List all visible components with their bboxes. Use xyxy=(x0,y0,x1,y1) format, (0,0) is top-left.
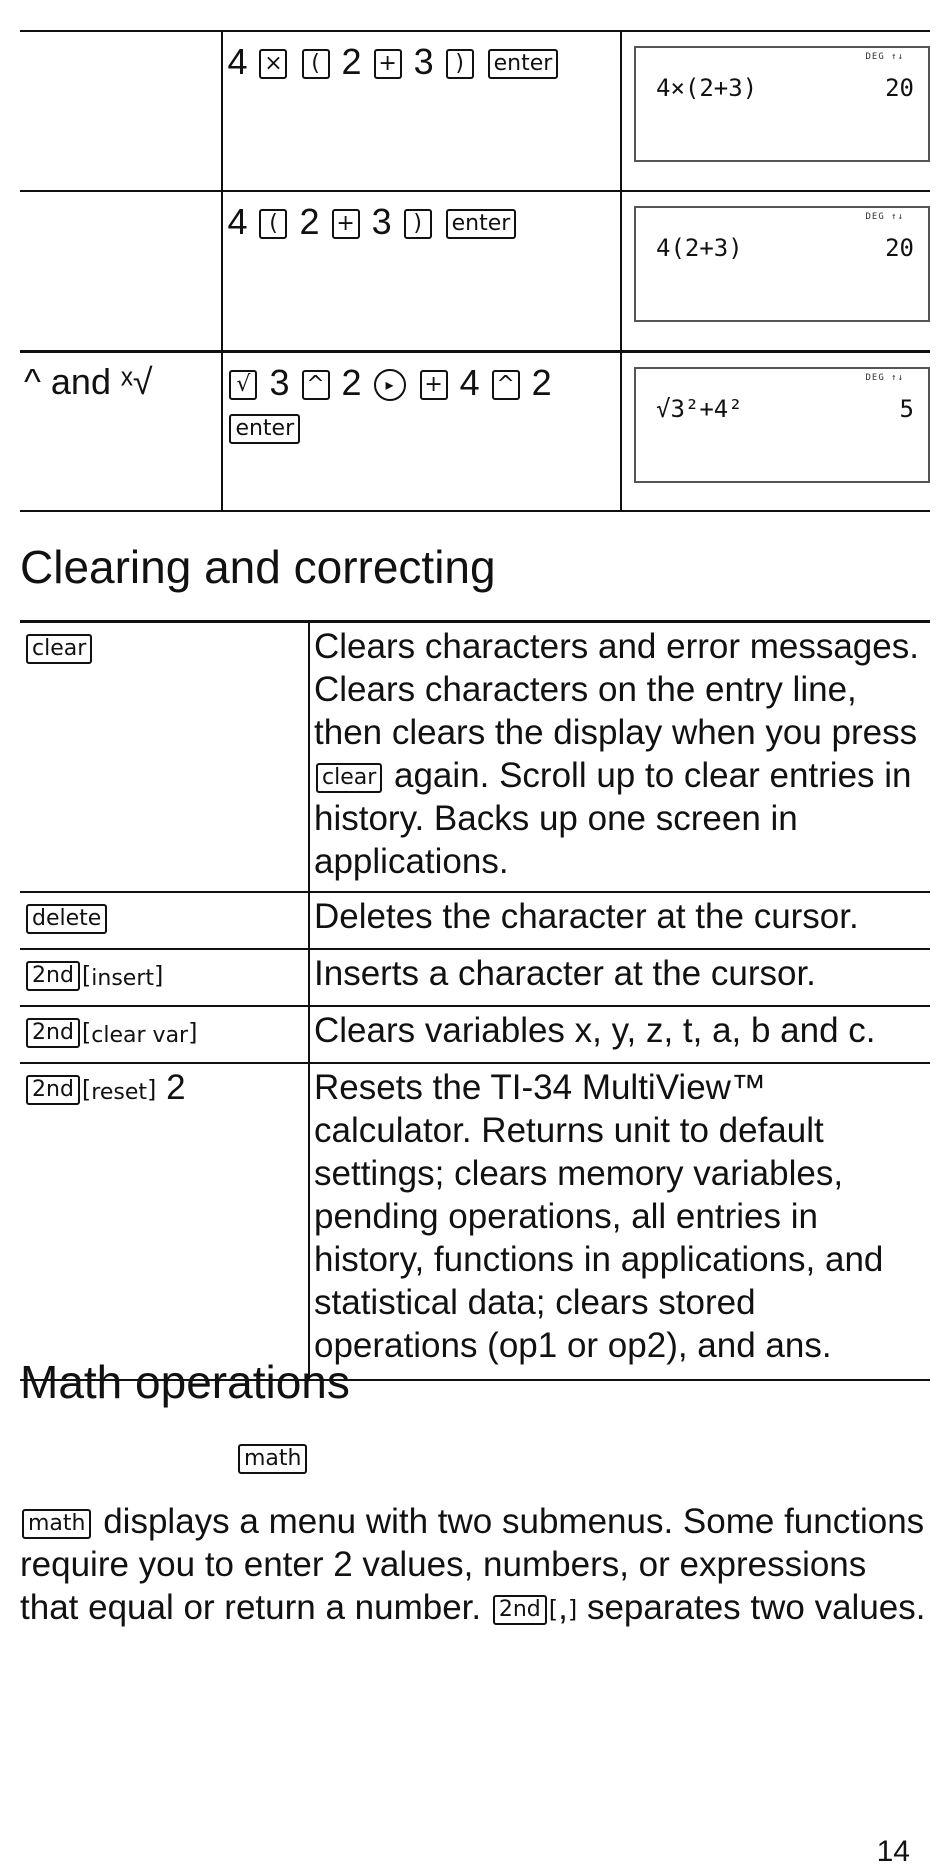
example-row xyxy=(20,31,930,191)
plus-key: + xyxy=(420,370,448,400)
table-row xyxy=(20,622,930,893)
page-number: 14 xyxy=(876,1835,910,1868)
key-sequence: 2nd [insert] xyxy=(20,949,309,1006)
example-label xyxy=(20,31,222,191)
description: Inserts a character at the cursor. xyxy=(309,949,930,1006)
key-sequence xyxy=(20,892,309,949)
screen-expression: √3²+4² xyxy=(656,394,743,423)
description: Resets the TI-34 MultiView™ calculator. Returns unit to default settings; clears memory variables, pending operations, all entries in history, functions in applications, and statistical data; clears stored operations (op1 or op2), and ans. xyxy=(309,1063,930,1380)
second-key: 2nd xyxy=(26,1075,80,1105)
key-sequence: 2nd [clear var] xyxy=(20,1006,309,1063)
table-row xyxy=(20,892,930,949)
section-title-math: Math operations xyxy=(20,1356,350,1408)
clearing-table xyxy=(20,620,930,1381)
description: Clears variables x, y, z, t, a, b and c. xyxy=(309,1006,930,1063)
key-sequence xyxy=(20,622,309,893)
enter-key: enter xyxy=(488,49,559,79)
clear-var-function: clear var xyxy=(91,1023,189,1048)
caret-key: ^ xyxy=(302,370,330,400)
clear-key: clear xyxy=(26,634,92,664)
plus-key: + xyxy=(332,209,360,239)
calculator-screen xyxy=(634,46,930,162)
math-description: math displays a menu with two submenus. Some functions require you to enter 2 values, numbers, or expressions that equal or return a number. 2nd [,] separates two values. xyxy=(20,1502,926,1627)
second-key: 2nd xyxy=(493,1595,547,1625)
table-row xyxy=(20,1063,930,1380)
example-row xyxy=(20,191,930,351)
examples-table xyxy=(20,30,930,512)
description: Deletes the character at the cursor. xyxy=(309,892,930,949)
comma-function: , xyxy=(558,1588,568,1627)
screen-indicators: DEG ↑↓ xyxy=(865,212,904,222)
calculator-screen xyxy=(634,206,930,322)
second-key: 2nd xyxy=(26,961,80,991)
section-title-clearing: Clearing and correcting xyxy=(20,541,496,593)
screen-result: 5 xyxy=(899,394,914,423)
open-paren-key: ( xyxy=(302,49,330,79)
example-keys: √ 3 ^ 2 ▸ + 4 ^ 2 enter xyxy=(222,351,621,511)
plus-key: + xyxy=(374,49,402,79)
example-keys: 4 ( 2 + 3 ) enter xyxy=(222,191,621,351)
right-arrow-key: ▸ xyxy=(374,369,406,401)
clear-key: clear xyxy=(316,763,382,793)
times-key: × xyxy=(259,49,287,79)
close-paren-key: ) xyxy=(404,209,432,239)
screen-indicators: DEG ↑↓ xyxy=(865,52,904,62)
square-root-key: √ xyxy=(229,370,257,400)
second-key: 2nd xyxy=(26,1018,80,1048)
screen-expression: 4(2+3) xyxy=(656,234,743,262)
open-paren-key: ( xyxy=(259,209,287,239)
screen-expression: 4×(2+3) xyxy=(656,74,758,102)
delete-key: delete xyxy=(26,904,107,934)
calculator-screen xyxy=(634,367,930,483)
math-key: math xyxy=(238,1444,307,1474)
insert-function: insert xyxy=(91,966,155,991)
table-row xyxy=(20,1006,930,1063)
example-label: ^ and ˣ√ xyxy=(20,351,222,511)
example-label xyxy=(20,191,222,351)
enter-key: enter xyxy=(446,209,517,239)
example-row xyxy=(20,351,930,511)
reset-function: reset xyxy=(91,1080,148,1105)
table-row xyxy=(20,949,930,1006)
key-sequence: 2nd [reset] 2 xyxy=(20,1063,309,1380)
screen-result: 20 xyxy=(885,74,914,102)
description: Clears characters and error messages. Clears characters on the entry line, then clears the display when you press clear again. Scroll up to clear entries in history. Backs up one screen in applications. xyxy=(309,622,930,893)
close-paren-key: ) xyxy=(446,49,474,79)
screen-result: 20 xyxy=(885,234,914,262)
enter-key: enter xyxy=(229,414,300,444)
math-key: math xyxy=(22,1509,91,1539)
caret-key: ^ xyxy=(492,370,520,400)
example-keys: 4 × ( 2 + 3 ) enter xyxy=(222,31,621,191)
screen-indicators: DEG ↑↓ xyxy=(865,372,904,383)
